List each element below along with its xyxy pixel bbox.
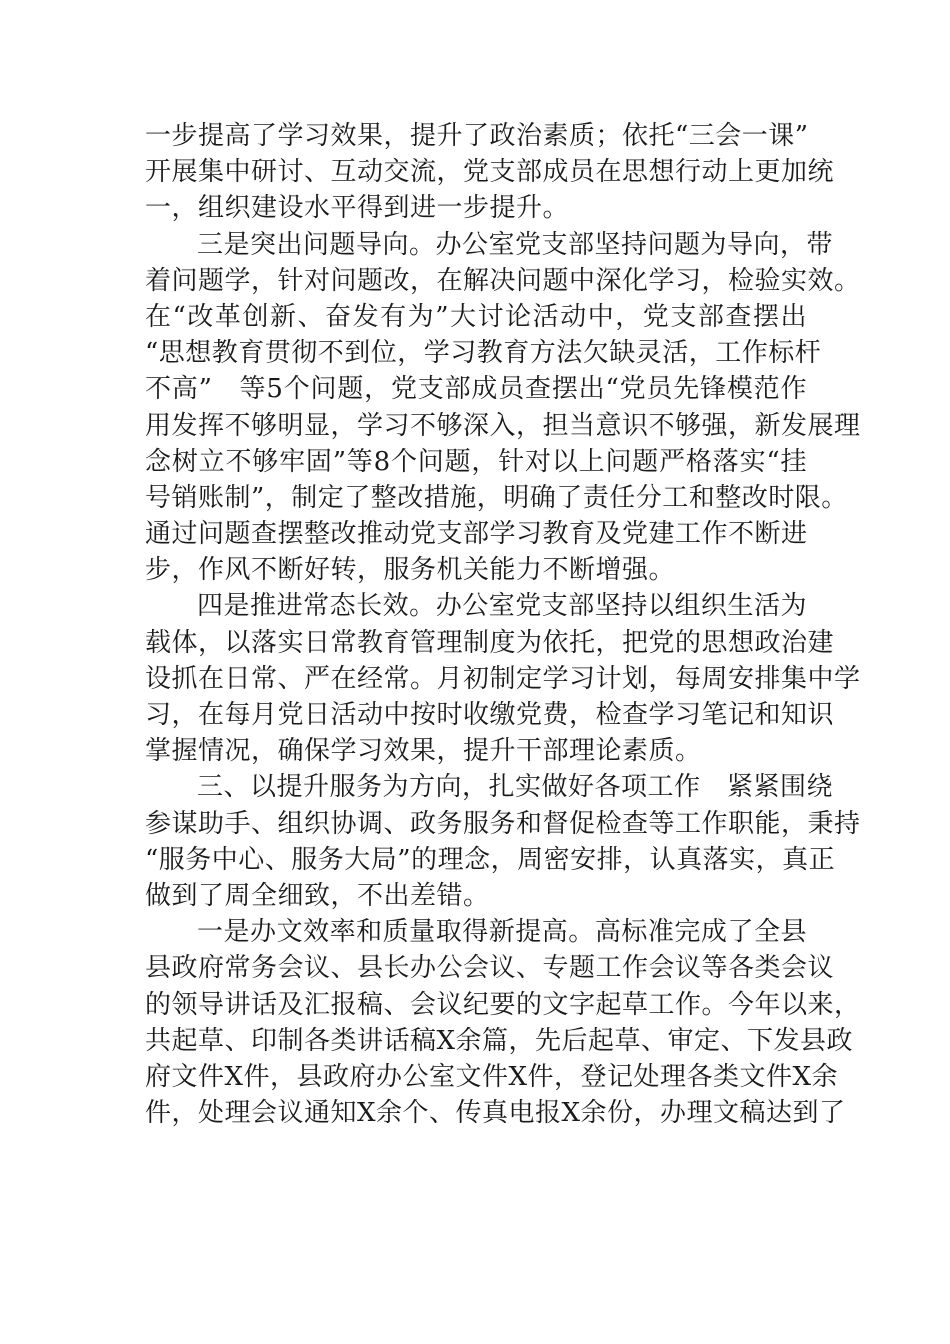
text-line: 一步提高了学习效果，提升了政治素质；依托“三会一课” [145, 121, 809, 151]
text-line: 一是办文效率和质量取得新提高。高标准完成了全县 [197, 917, 807, 948]
text-line: “思想教育贯彻不到位，学习教育方法欠缺灵活，工作标杆 [145, 338, 822, 369]
text-line: 掌握情况，确保学习效果，提升干部理论素质。 [145, 736, 702, 767]
paragraph [145, 588, 861, 769]
document-body [145, 118, 861, 1131]
text-line: 不高” 等5个问题，党支部成员查摆出“党员先锋模范作 [145, 374, 807, 405]
text-line: 一，组织建设水平得到进一步提升。 [145, 193, 570, 224]
text-line: 号销账制”，制定了整改措施，明确了责任分工和整改时限。 [145, 482, 848, 513]
text-line: 共起草、印制各类讲话稿X余篇，先后起草、审定、下发县政 [145, 1025, 854, 1056]
text-line: 习，在每月党日活动中按时收缴党费，检查学习笔记和知识 [145, 700, 835, 730]
text-line: 参谋助手、组织协调、政务服务和督促检查等工作职能，秉持 [145, 808, 861, 839]
text-line: 着问题学，针对问题改，在解决问题中深化学习，检验实效。 [145, 265, 861, 296]
text-line: 念树立不够牢固”等8个问题，针对以上问题严格落实“挂 [145, 446, 807, 477]
text-line: 开展集中研讨、互动交流，党支部成员在思想行动上更加统 [145, 157, 835, 188]
paragraph [145, 118, 835, 227]
text-line: 载体，以落实日常教育管理制度为依托，把党的思想政治建 [145, 627, 835, 658]
text-line: 做到了周全细致，不出差错。 [145, 880, 490, 911]
paragraph [145, 227, 861, 589]
text-line: 设抓在日常、严在经常。月初制定学习计划，每周安排集中学 [145, 663, 861, 694]
paragraph [145, 769, 861, 914]
text-line: 在“改革创新、奋发有为”大讨论活动中，党支部查摆出 [145, 301, 807, 332]
text-line: 四是推进常态长效。办公室党支部坚持以组织生活为 [197, 591, 807, 622]
text-line: 的领导讲话及汇报稿、会议纪要的文字起草工作。今年以来， [145, 989, 861, 1020]
text-line: 用发挥不够明显，学习不够深入，担当意识不够强，新发展理 [145, 410, 861, 441]
text-line: 件，处理会议通知X余个、传真电报X余份，办理文稿达到了 [145, 1098, 846, 1129]
text-line: 府文件X件，县政府办公室文件X件，登记处理各类文件X余 [145, 1061, 839, 1092]
text-line: 三是突出问题导向。办公室党支部坚持问题为导向，带 [197, 229, 834, 260]
text-line: 通过问题查摆整改推动党支部学习教育及党建工作不断进 [145, 519, 808, 550]
text-line: “服务中心、服务大局”的理念，周密安排，认真落实，真正 [145, 844, 836, 875]
text-line: 步，作风不断好转，服务机关能力不断增强。 [145, 555, 676, 586]
text-line: 县政府常务会议、县长办公会议、专题工作会议等各类会议 [145, 953, 835, 984]
paragraph [145, 914, 861, 1131]
text-line: 三、以提升服务为方向，扎实做好各项工作 紧紧围绕 [197, 772, 834, 803]
